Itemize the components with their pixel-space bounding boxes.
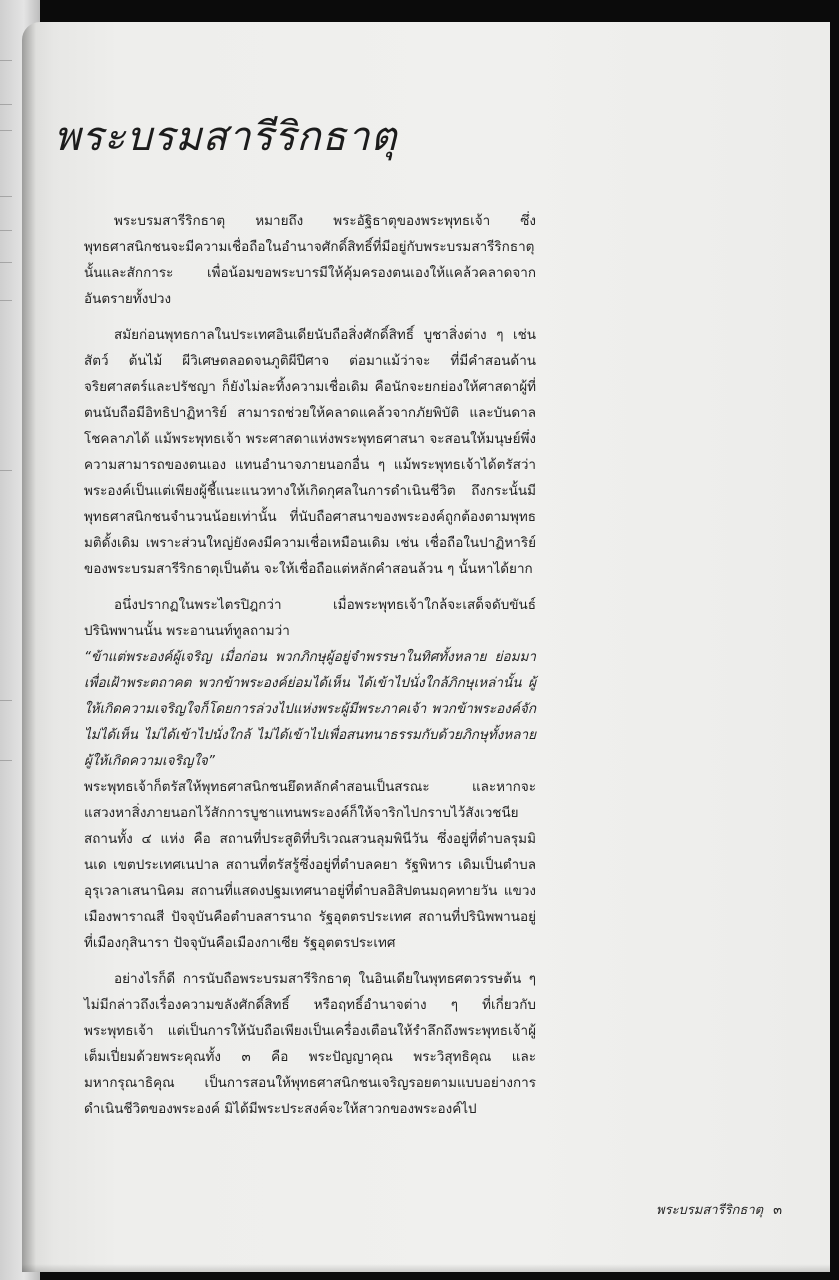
quoted-passage: “ข้าแต่พระองค์ผู้เจริญ เมื่อก่อน พวกภิกษุผู้อยู่จำพรรษาในทิศทั้งหลาย ย่อมมาเพื่อเฝ้าพระตถาคต พวกข้าพระองค์ย่อมได้เห็น ได้เข้าไปนั่งใกล้ภิกษุเหล่านั้น ผู้ให้เกิดความเจริญใจก็โดยการล่วงไปแห่งพระผู้มีพระภาคเจ้า พวกข้าพระองค์จักไม่ได้เห็น ไม่ได้เข้าไปนั่งใกล้ ไม่ได้เข้าไปเพื่อสนทนาธรรมกับด้วยภิกษุทั้งหลาย ผู้ให้เกิดความเจริญใจ” <box>84 649 536 769</box>
page-spine-shadow <box>22 22 36 1272</box>
page-body <box>84 208 536 1132</box>
paragraph-1: พระบรมสารีริกธาตุ หมายถึง พระอัฐิธาตุของพระพุทธเจ้า ซึ่งพุทธศาสนิกชนจะมีความเชื่อถือในอำนาจศักดิ์สิทธิ์ที่มีอยู่กับพระบรมสารีริกธาตุนั้นและสักการะ เพื่อน้อมขอพระบารมีให้คุ้มครองตนเองให้แคล้วคลาดจากอันตรายทั้งปวง <box>84 213 536 307</box>
footer-title: พระบรมสารีริกธาตุ <box>656 1203 764 1218</box>
page-bottom-shadow <box>22 1264 830 1272</box>
paragraph-4: พระพุทธเจ้าก็ตรัสให้พุทธศาสนิกชนยึดหลักคำสอนเป็นสรณะ และหากจะแสวงหาสิ่งภายนอกไว้สักการบูชาแทนพระองค์ก็ให้จาริกไปกราบไว้สังเวชนียสถานทั้ง ๔ แห่ง คือ สถานที่ประสูติที่บริเวณสวนลุมพินีวัน ซึ่งอยู่ที่ตำบลรุมมินเด เขตประเทศเนปาล สถานที่ตรัสรู้ซึ่งอยู่ที่ตำบลคยา รัฐพิหาร เดิมเป็นตำบลอุรุเวลาเสนานิคม สถานที่แสดงปฐมเทศนาอยู่ที่ตำบลอิสิปตนมฤคทายวัน แขวงเมืองพาราณสี ปัจจุบันคือตำบลสารนาถ รัฐอุตตรประเทศ สถานที่ปรินิพพานอยู่ที่เมืองกุสินารา ปัจจุบันคือเมืองกาเซีย รัฐอุตตรประเทศ <box>84 779 536 951</box>
paragraph-2: สมัยก่อนพุทธกาลในประเทศอินเดียนับถือสิ่งศักดิ์สิทธิ์ บูชาสิ่งต่าง ๆ เช่น สัตว์ ต้นไม้ ผีวิเศษตลอดจนภูติผีปีศาจ ต่อมาแม้ว่าจะ ที่มีคำสอนด้านจริยศาสตร์และปรัชญา ก็ยังไม่ละทิ้งความเชื่อเดิม คือนักจะยกย่องให้ศาสดาผู้ที่ตนนับถือมีอิทธิปาฏิหาริย์ สามารถช่วยให้คลาดแคล้วจากภัยพิบัติ และบันดาลโชคลาภได้ แม้พระพุทธเจ้า พระศาสดาแห่งพระพุทธศาสนา จะสอนให้มนุษย์พึ่งความสามารถของตนเอง แทนอำนาจภายนอกอื่น ๆ แม้พระพุทธเจ้าได้ตรัสว่า พระองค์เป็นแต่เพียงผู้ชี้แนะแนวทางให้เกิดกุศลในการดำเนินชีวิต ถึงกระนั้นมีพุทธศาสนิกชนจำนวนน้อยเท่านั้น ที่นับถือศาสนาของพระองค์ถูกต้องตามพุทธมติดั้งเดิม เพราะส่วนใหญ่ยังคงมีความเชื่อเหมือนเดิม เช่น เชื่อถือในปาฏิหาริย์ของพระบรมสารีริกธาตุเป็นต้น จะให้เชื่อถือแต่หลักคำสอนล้วน ๆ นั้นหาได้ยาก <box>84 327 536 577</box>
running-footer <box>656 1199 782 1220</box>
page-title: พระบรมสารีริกธาตุ <box>54 114 398 160</box>
page-number: ๓ <box>773 1203 782 1218</box>
book-page <box>22 22 830 1272</box>
paragraph-5: อย่างไรก็ดี การนับถือพระบรมสารีริกธาตุ ในอินเดียในพุทธศตวรรษต้น ๆ ไม่มีกล่าวถึงเรื่องความขลังศักดิ์สิทธิ์ หรือฤทธิ์อำนาจต่าง ๆ ที่เกี่ยวกับพระพุทธเจ้า แต่เป็นการให้นับถือเพียงเป็นเครื่องเตือนให้รำลึกถึงพระพุทธเจ้าผู้เต็มเปี่ยมด้วยพระคุณทั้ง ๓ คือ พระปัญญาคุณ พระวิสุทธิคุณ และมหากรุณาธิคุณ เป็นการสอนให้พุทธศาสนิกชนเจริญรอยตามแบบอย่างการดำเนินชีวิตของพระองค์ มิได้มีพระประสงค์จะให้สาวกของพระองค์ไป <box>84 971 536 1117</box>
paragraph-3: อนึ่งปรากฏในพระไตรปิฎกว่า เมื่อพระพุทธเจ้าใกล้จะเสด็จดับขันธ์ปรินิพพานนั้น พระอานนท์ทูลถามว่า <box>84 597 536 639</box>
